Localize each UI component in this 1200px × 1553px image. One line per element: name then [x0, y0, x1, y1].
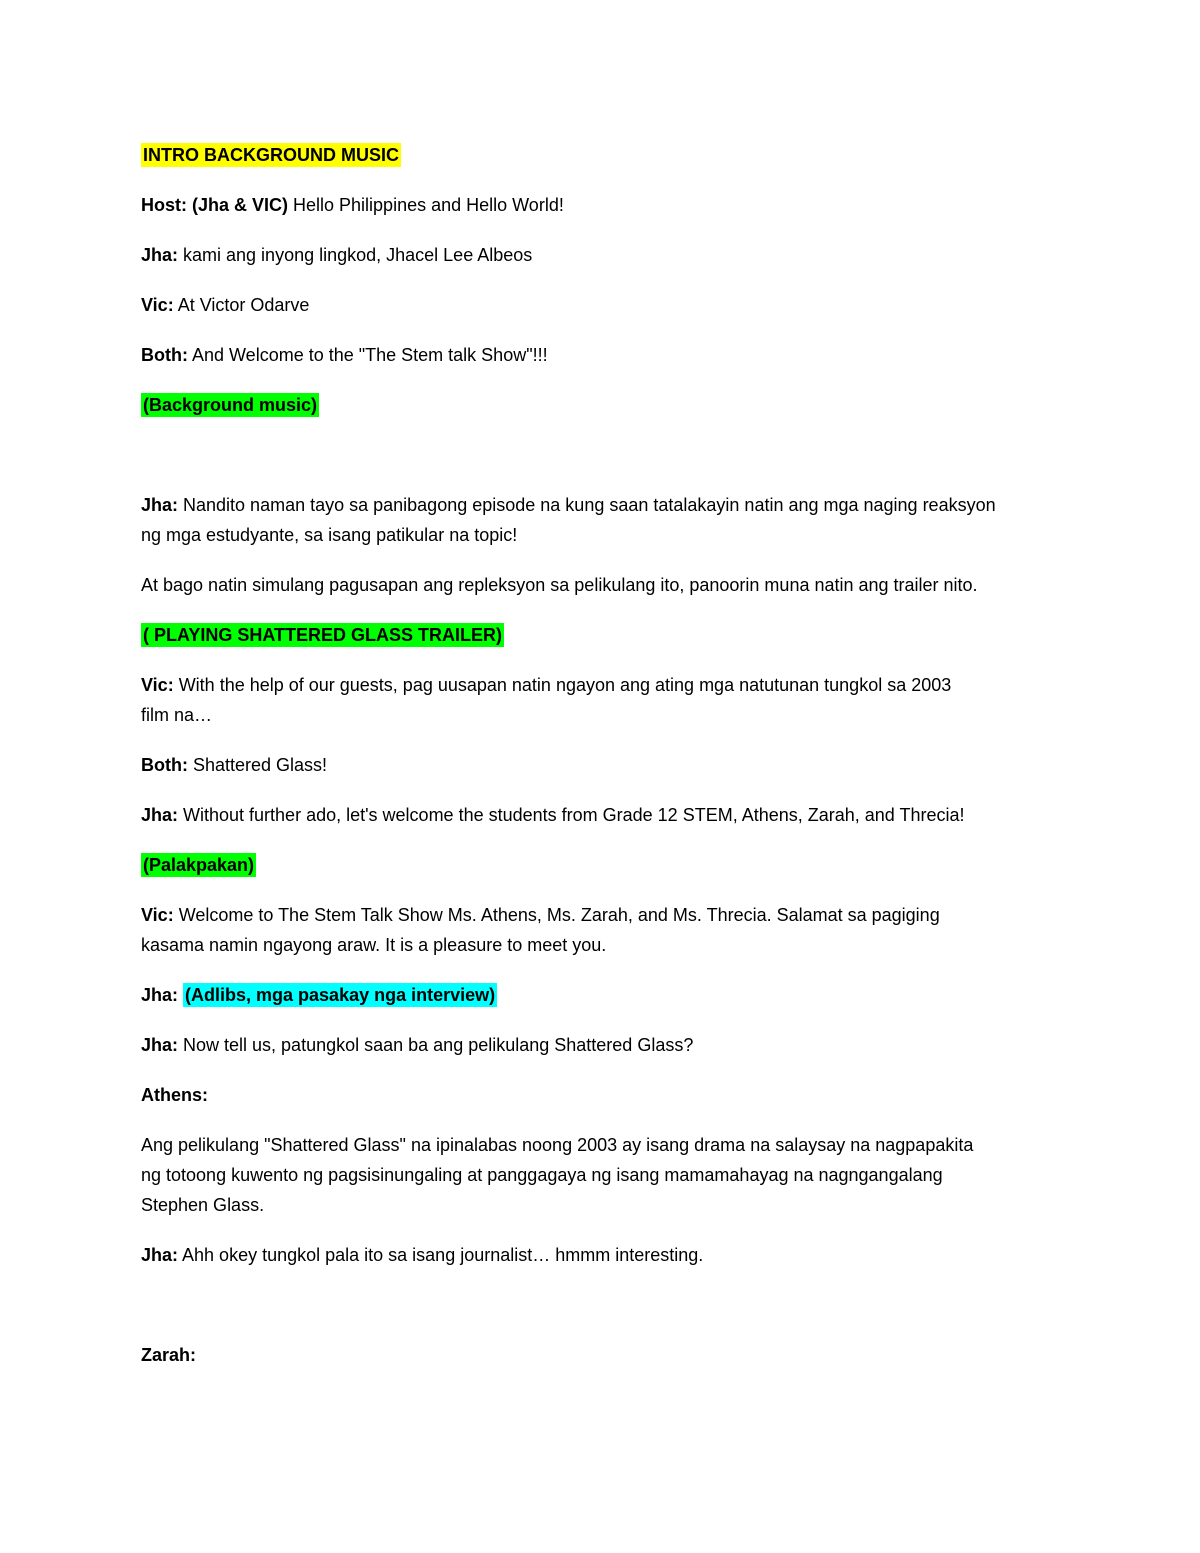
line-both-1	[141, 340, 548, 370]
line-jha-2a	[141, 490, 996, 520]
line-trailer-intro	[141, 570, 978, 600]
cue-palakpakan	[141, 850, 256, 880]
line-vic-3a	[141, 900, 940, 930]
line-jha-6	[141, 1240, 703, 1270]
speaker-vic: Vic:	[141, 905, 174, 925]
line-jha-4	[141, 980, 497, 1010]
speaker-both: Both:	[141, 345, 188, 365]
line-vic-2b	[141, 700, 212, 730]
cue-playing-trailer	[141, 620, 504, 650]
jha-text: Now tell us, patungkol saan ba ang pelikulang Shattered Glass?	[178, 1035, 694, 1055]
adlibs-note: (Adlibs, mga pasakay nga interview)	[185, 985, 496, 1005]
trailer-intro-text: At bago natin simulang pagusapan ang repleksyon sa pelikulang ito, panoorin muna natin ang trailer nito.	[141, 575, 978, 595]
cue-intro-music	[141, 140, 401, 170]
line-jha-1	[141, 240, 532, 270]
athens-text-continued: Stephen Glass.	[141, 1195, 265, 1215]
line-athens-c	[141, 1190, 264, 1220]
line-zarah-label	[141, 1340, 196, 1370]
palakpakan-label: (Palakpakan)	[143, 855, 255, 875]
vic-text: With the help of our guests, pag uusapan natin ngayon ang ating mga natutunan tungkol sa 2003	[173, 675, 952, 695]
speaker-host: Host: (Jha & VIC)	[141, 195, 289, 215]
jha-text: Nandito naman tayo sa panibagong episode na kung saan tatalakayin natin ang mga naging reaksyon	[178, 495, 996, 515]
playing-trailer-label: ( PLAYING SHATTERED GLASS TRAILER)	[143, 625, 503, 645]
speaker-jha: Jha:	[141, 985, 179, 1005]
vic-text-continued: kasama namin ngayong araw. It is a pleasure to meet you.	[141, 935, 607, 955]
jha-text: kami ang inyong lingkod, Jhacel Lee Albeos	[178, 245, 533, 265]
speaker-vic: Vic:	[141, 295, 174, 315]
line-jha-2b	[141, 520, 517, 550]
line-athens-a	[141, 1130, 973, 1160]
both-text: Shattered Glass!	[187, 755, 328, 775]
background-music-label: (Background music)	[143, 395, 318, 415]
vic-text: At Victor Odarve	[173, 295, 310, 315]
intro-music-label: INTRO BACKGROUND MUSIC	[143, 145, 399, 165]
speaker-zarah: Zarah:	[141, 1345, 197, 1365]
both-text: And Welcome to the "The Stem talk Show"!!!	[187, 345, 548, 365]
line-vic-3b	[141, 930, 606, 960]
line-host	[141, 190, 564, 220]
line-jha-5	[141, 1030, 693, 1060]
vic-text-continued: film na…	[141, 705, 213, 725]
jha-text-continued: ng mga estudyante, sa isang patikular na topic!	[141, 525, 518, 545]
vic-text: Welcome to The Stem Talk Show Ms. Athens, Ms. Zarah, and Ms. Threcia. Salamat sa pagiging	[173, 905, 940, 925]
speaker-jha: Jha:	[141, 245, 179, 265]
speaker-athens: Athens:	[141, 1085, 208, 1105]
speaker-vic: Vic:	[141, 675, 174, 695]
line-jha-3	[141, 800, 965, 830]
speaker-jha: Jha:	[141, 1035, 179, 1055]
line-vic-2a	[141, 670, 951, 700]
jha-text: Ahh okey tungkol pala ito sa isang journalist… hmmm interesting.	[178, 1245, 704, 1265]
speaker-jha: Jha:	[141, 495, 179, 515]
host-text: Hello Philippines and Hello World!	[288, 195, 564, 215]
athens-text: Ang pelikulang "Shattered Glass" na ipinalabas noong 2003 ay isang drama na salaysay na nagpapakita	[141, 1135, 974, 1155]
speaker-jha: Jha:	[141, 805, 179, 825]
speaker-both: Both:	[141, 755, 188, 775]
line-vic-1	[141, 290, 309, 320]
athens-text-continued: ng totoong kuwento ng pagsisinungaling at panggagaya ng isang mamamahayag na nagngangalang	[141, 1165, 943, 1185]
line-both-2	[141, 750, 327, 780]
line-athens-label	[141, 1080, 208, 1110]
cue-background-music	[141, 390, 319, 420]
jha-text: Without further ado, let's welcome the students from Grade 12 STEM, Athens, Zarah, and Threcia!	[178, 805, 965, 825]
speaker-jha: Jha:	[141, 1245, 179, 1265]
line-athens-b	[141, 1160, 943, 1190]
